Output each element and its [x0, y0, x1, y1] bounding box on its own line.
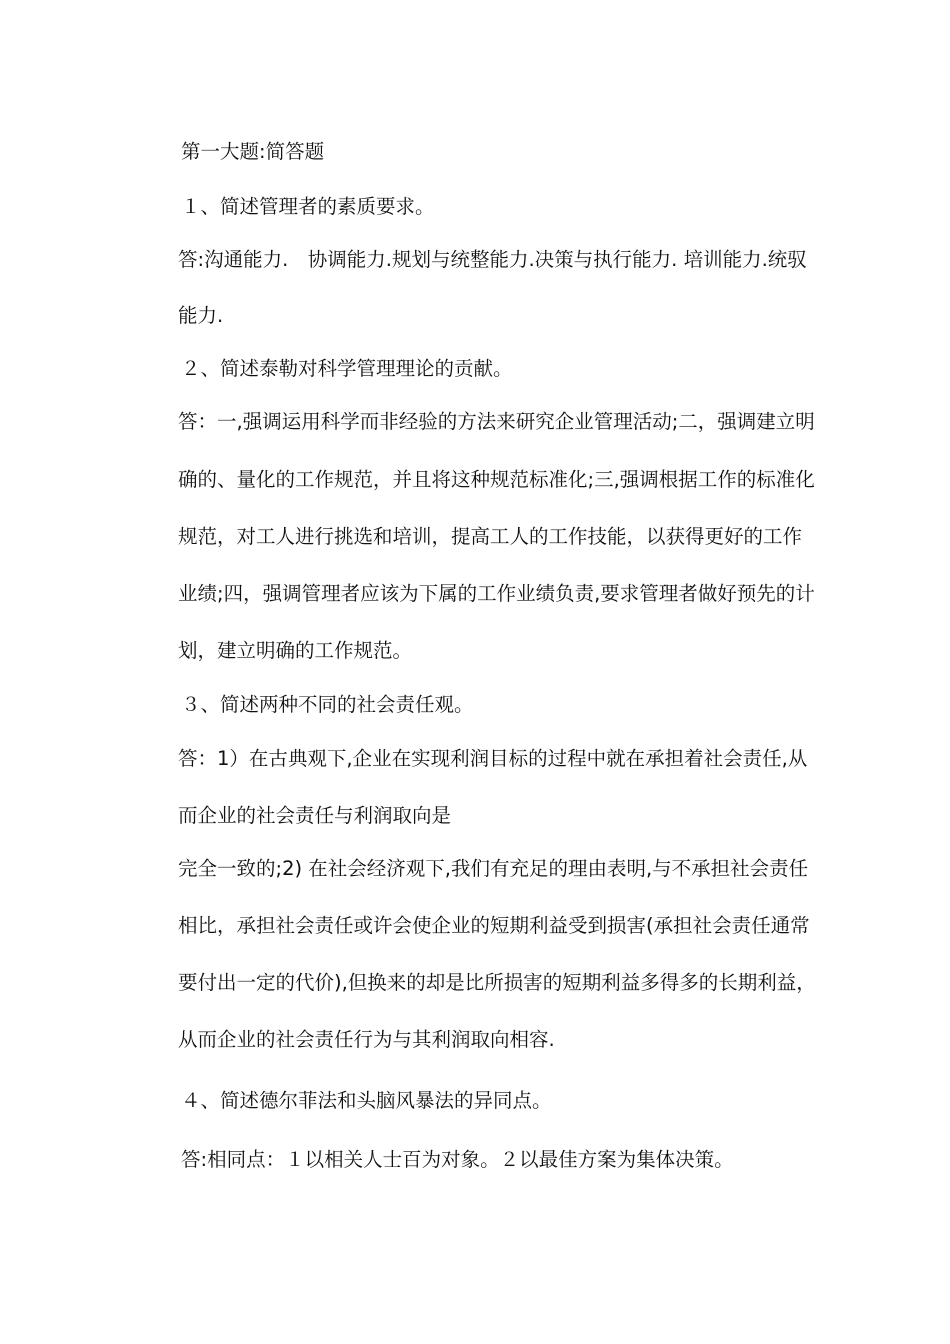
answer-3-line-5: 要付出一定的代价),但换来的却是比所损害的短期利益多得多的长期利益， [178, 971, 816, 994]
question-4: ４、简述德尔菲法和头脑风暴法的异同点。 [181, 1089, 552, 1112]
answer-2-line-3: 规范，对工人进行挑选和培训，提高工人的工作技能，以获得更好的工作 [178, 525, 803, 548]
answer-3-line-3: 完全一致的;2) 在社会经济观下,我们有充足的理由表明,与不承担社会责任 [178, 857, 809, 880]
answer-1-line-1: 答:沟通能力. 协调能力.规划与统整能力.决策与执行能力. 培训能力.统驭 [178, 248, 807, 271]
answer-3-line-4: 相比，承担社会责任或许会使企业的短期利益受到损害(承担社会责任通常 [178, 914, 810, 937]
answer-2-line-1: 答：一,强调运用科学而非经验的方法来研究企业管理活动;二，强调建立明 [178, 410, 815, 433]
question-2: ２、简述泰勒对科学管理理论的贡献。 [181, 357, 513, 380]
section-title: 第一大题:简答题 [181, 140, 325, 163]
answer-3-line-1: 答：1）在古典观下,企业在实现利润目标的过程中就在承担着社会责任,从 [178, 747, 808, 770]
answer-2-line-5: 划，建立明确的工作规范。 [178, 639, 413, 662]
question-1: １、简述管理者的素质要求。 [181, 195, 435, 218]
answer-2-line-2: 确的、量化的工作规范，并且将这种规范标准化;三,强调根据工作的标准化 [178, 468, 815, 491]
answer-4-line-1: 答:相同点：１以相关人士百为对象。２以最佳方案为集体决策。 [181, 1148, 734, 1171]
answer-3-line-2: 而企业的社会责任与利润取向是 [178, 804, 452, 827]
answer-3-line-6: 从而企业的社会责任行为与其利润取向相容. [178, 1028, 555, 1051]
question-3: ３、简述两种不同的社会责任观。 [181, 693, 474, 716]
answer-2-line-4: 业绩;四，强调管理者应该为下属的工作业绩负责,要求管理者做好预先的计 [178, 582, 815, 605]
answer-1-line-2: 能力. [178, 304, 224, 327]
